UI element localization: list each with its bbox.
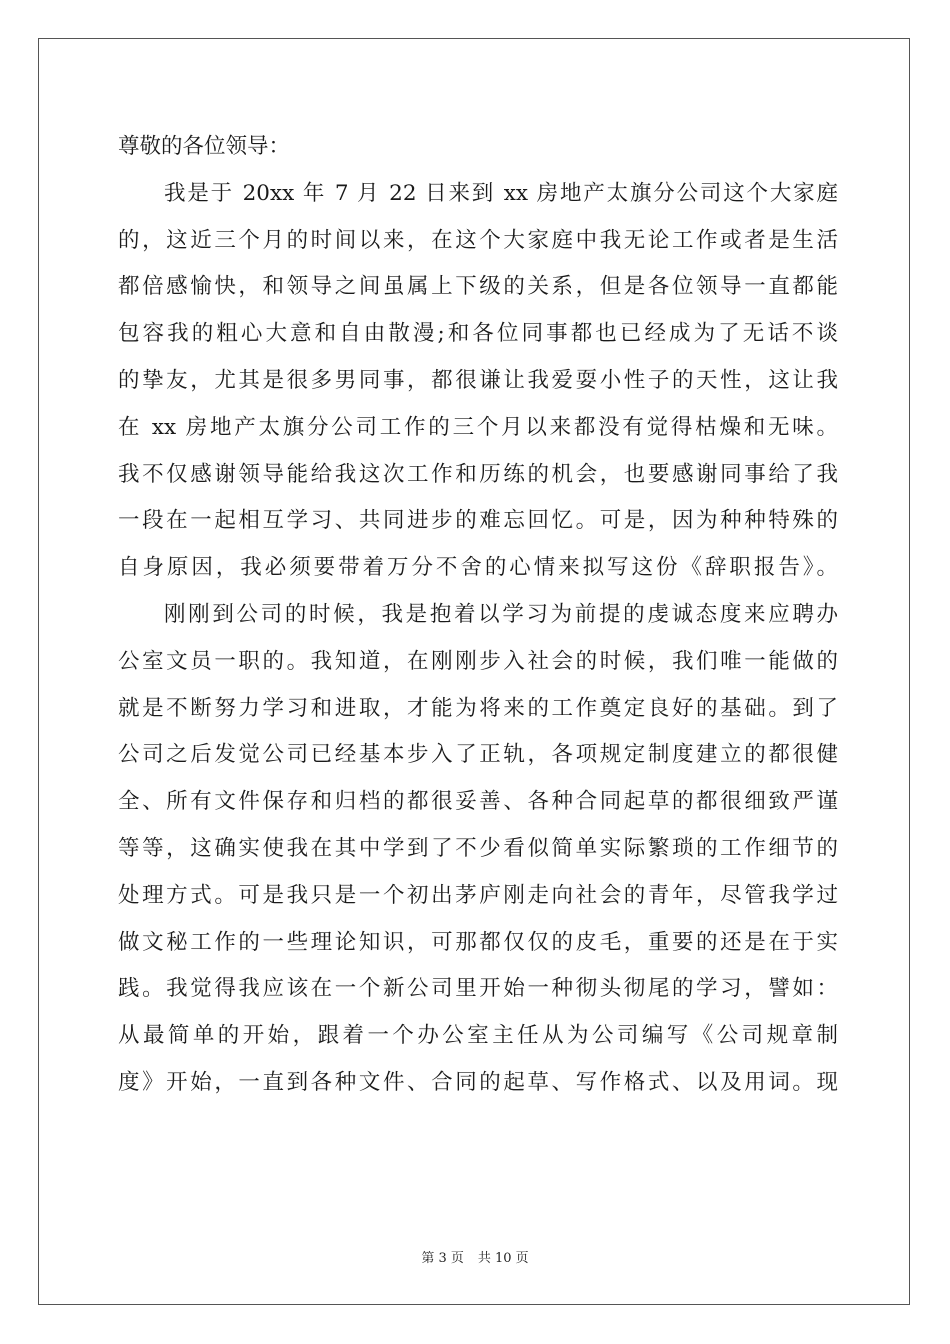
document-body (118, 124, 838, 1107)
paragraph-line: 从最简单的开始，跟着一个办公室主任从为公司编写《公司规章制 (118, 1023, 838, 1049)
paragraph-line: 的，这近三个月的时间以来，在这个大家庭中我无论工作或者是生活 (118, 227, 838, 253)
paragraph-line: 一段在一起相互学习、共同进步的难忘回忆。可是，因为种种特殊的 (118, 508, 838, 534)
paragraph-line: 公室文员一职的。我知道，在刚刚步入社会的时候，我们唯一能做的 (118, 648, 838, 674)
paragraph-line: 做文秘工作的一些理论知识，可那都仅仅的皮毛，重要的还是在于实 (118, 929, 838, 955)
paragraph-line: 在 xx 房地产太旗分公司工作的三个月以来都没有觉得枯燥和无味。 (118, 414, 838, 440)
paragraph-line: 度》开始，一直到各种文件、合同的起草、写作格式、以及用词。现 (118, 1069, 838, 1095)
paragraph-line: 包容我的粗心大意和自由散漫;和各位同事都也已经成为了无话不谈 (118, 321, 838, 347)
paragraph-line: 我不仅感谢领导能给我这次工作和历练的机会，也要感谢同事给了我 (118, 461, 838, 487)
paragraph-line: 全、所有文件保存和归档的都很妥善、各种合同起草的都很细致严谨 (118, 789, 838, 815)
paragraph-line: 公司之后发觉公司已经基本步入了正轨，各项规定制度建立的都很健 (118, 742, 838, 768)
page-total: 共 10 页 (477, 1251, 529, 1266)
salutation-line: 尊敬的各位领导： (118, 134, 291, 159)
paragraph-line: 处理方式。可是我只是一个初出茅庐刚走向社会的青年，尽管我学过 (118, 882, 838, 908)
paragraph-line: 刚刚到公司的时候，我是抱着以学习为前提的虔诚态度来应聘办 (164, 601, 838, 627)
paragraph-line: 践。我觉得我应该在一个新公司里开始一种彻头彻尾的学习，譬如： (118, 976, 838, 1002)
page-footer (0, 1247, 950, 1266)
paragraph-line: 就是不断努力学习和进取，才能为将来的工作奠定良好的基础。到了 (118, 695, 838, 721)
paragraph-line: 我是于 20xx 年 7 月 22 日来到 xx 房地产太旗分公司这个大家庭 (164, 180, 838, 206)
paragraph-line: 等等，这确实使我在其中学到了不少看似简单实际繁琐的工作细节的 (118, 835, 838, 861)
page-number: 第 3 页 (421, 1251, 464, 1266)
paragraph-line: 都倍感愉快，和领导之间虽属上下级的关系，但是各位领导一直都能 (118, 274, 838, 300)
paragraph-line: 自身原因，我必须要带着万分不舍的心情来拟写这份《辞职报告》。 (118, 555, 838, 581)
paragraph-line: 的挚友，尤其是很多男同事，都很谦让我爱耍小性子的天性，这让我 (118, 367, 838, 393)
